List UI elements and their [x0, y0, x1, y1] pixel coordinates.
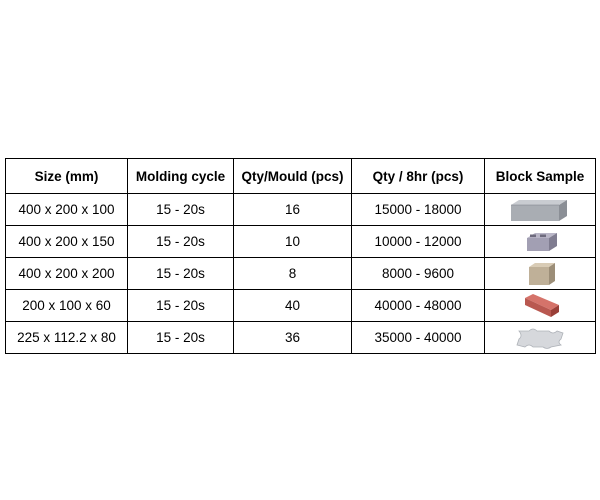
- header-block-sample: Block Sample: [485, 159, 596, 194]
- tan-block-image: [505, 261, 575, 287]
- cell-qty-mould: 8: [234, 258, 352, 290]
- table-row: [6, 290, 596, 322]
- cell-qty-8hr: 35000 - 40000: [352, 322, 485, 354]
- block-spec-table: [5, 158, 596, 354]
- cell-block-sample: [485, 322, 596, 354]
- header-molding-cycle: Molding cycle: [128, 159, 234, 194]
- cell-molding-cycle: 15 - 20s: [128, 194, 234, 226]
- cell-molding-cycle: 15 - 20s: [128, 290, 234, 322]
- cell-block-sample: [485, 290, 596, 322]
- cell-block-sample: [485, 226, 596, 258]
- table-row: [6, 258, 596, 290]
- cell-molding-cycle: 15 - 20s: [128, 258, 234, 290]
- solid-block-image: [505, 197, 575, 223]
- cell-size: 225 x 112.2 x 80: [6, 322, 128, 354]
- table-row: [6, 226, 596, 258]
- header-qty-8hr: Qty / 8hr (pcs): [352, 159, 485, 194]
- table-header-row: [6, 159, 596, 194]
- header-size: Size (mm): [6, 159, 128, 194]
- cell-block-sample: [485, 258, 596, 290]
- table-row: [6, 194, 596, 226]
- cell-qty-8hr: 15000 - 18000: [352, 194, 485, 226]
- cell-qty-mould: 36: [234, 322, 352, 354]
- cell-qty-8hr: 40000 - 48000: [352, 290, 485, 322]
- table-row: [6, 322, 596, 354]
- cell-qty-mould: 10: [234, 226, 352, 258]
- cell-molding-cycle: 15 - 20s: [128, 322, 234, 354]
- cell-size: 400 x 200 x 150: [6, 226, 128, 258]
- cell-size: 400 x 200 x 100: [6, 194, 128, 226]
- cell-block-sample: [485, 194, 596, 226]
- header-qty-mould: Qty/Mould (pcs): [234, 159, 352, 194]
- cell-size: 400 x 200 x 200: [6, 258, 128, 290]
- red-paver-image: [505, 293, 575, 319]
- cell-size: 200 x 100 x 60: [6, 290, 128, 322]
- cell-qty-8hr: 10000 - 12000: [352, 226, 485, 258]
- hollow-block-image: [505, 229, 575, 255]
- interlock-paver-image: [505, 325, 575, 351]
- cell-qty-mould: 40: [234, 290, 352, 322]
- cell-qty-8hr: 8000 - 9600: [352, 258, 485, 290]
- cell-molding-cycle: 15 - 20s: [128, 226, 234, 258]
- cell-qty-mould: 16: [234, 194, 352, 226]
